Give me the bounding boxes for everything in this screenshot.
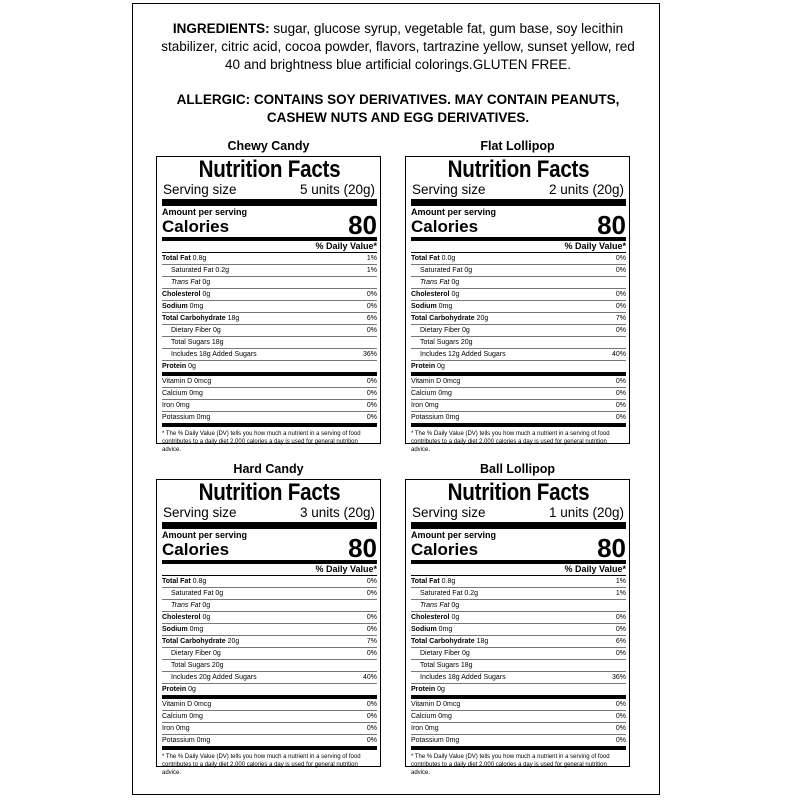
nutrient-amount: 18g: [476, 638, 489, 645]
vitamin-row: [162, 711, 377, 723]
nutrient-name: Dietary Fiber: [420, 650, 461, 657]
nutrient-amount: 0g: [188, 686, 196, 693]
nutrient-name: Total Sugars: [171, 662, 210, 669]
nutrient-daily-value: 0%: [366, 614, 377, 621]
nutrient-daily-value: 6%: [615, 638, 626, 645]
vitamin-name: Iron 0mg: [411, 725, 439, 732]
nutrient-row: [162, 612, 377, 624]
nutrient-amount: 0.2g: [464, 590, 478, 597]
nutrient-amount: 0g: [462, 327, 470, 334]
vitamin-name: Calcium 0mg: [162, 713, 203, 720]
nutrient-amount: 18g: [460, 662, 473, 669]
nutrient-name-amount: [162, 337, 224, 348]
amount-per-serving: Amount per serving: [411, 530, 497, 540]
vitamin-rows: [162, 699, 377, 750]
nutrient-row: [162, 337, 377, 349]
vitamin-row: [411, 699, 626, 711]
serving-size-value: 2 units (20g): [548, 182, 624, 197]
daily-value-footnote: * The % Daily Value (DV) tells you how much a nutrient in a serving of food contributes to a daily diet 2,000 calories a day is used for general nutrition advice.: [162, 431, 361, 453]
vitamin-row: [411, 711, 626, 723]
nutrient-daily-value: 0%: [366, 327, 377, 334]
nutrient-name-amount: [411, 289, 459, 300]
nutrient-name: Total Carbohydrate: [411, 638, 475, 645]
nutrient-daily-value: 0%: [615, 327, 626, 334]
vitamin-row: [162, 376, 377, 388]
nutrient-name-amount: [411, 265, 472, 276]
nutrient-daily-value: 1%: [366, 267, 377, 274]
vitamin-row: [411, 400, 626, 412]
nutrient-row: [162, 361, 377, 376]
vitamin-row: [411, 412, 626, 427]
vitamin-daily-value: 0%: [615, 701, 626, 708]
nutrient-row: [411, 253, 626, 265]
nutrient-amount: 0g: [464, 267, 473, 274]
nutrient-name-amount: [411, 313, 488, 324]
nutrient-name: Total Fat: [162, 255, 191, 262]
nutrient-row: [162, 277, 377, 289]
nutrition-facts-label: [156, 479, 381, 776]
nutrient-name: Cholesterol: [411, 291, 450, 298]
nutrient-amount: 18g: [211, 339, 224, 346]
nutrient-name-amount: [162, 588, 223, 599]
vitamin-daily-value: 0%: [615, 390, 626, 397]
nutrient-name-amount: [162, 301, 203, 312]
amount-per-serving: Amount per serving: [411, 207, 497, 217]
nutrient-name: Saturated Fat: [171, 590, 214, 597]
nutrient-amount: 0g: [213, 327, 221, 334]
nutrient-row: [411, 684, 626, 699]
nutrient-row: [411, 277, 626, 289]
vitamin-daily-value: 0%: [366, 725, 377, 732]
nutrient-amount: 0g: [202, 279, 211, 286]
nutrient-name: Dietary Fiber: [171, 650, 212, 657]
nutrient-daily-value: 40%: [611, 351, 626, 358]
nutrient-name-amount: [411, 325, 470, 336]
vitamin-daily-value: 0%: [366, 414, 377, 421]
nutrient-name: Saturated Fat: [420, 267, 463, 274]
vitamin-name: Vitamin D 0mcg: [162, 378, 212, 385]
nutrient-amount: 0g: [451, 602, 460, 609]
nutrient-daily-value: 0%: [615, 626, 626, 633]
nutrient-row: [162, 600, 377, 612]
nutrient-name: Sodium: [162, 303, 188, 310]
nutrient-name-amount: [411, 648, 470, 659]
nutrient-name: Total Fat: [411, 255, 440, 262]
nutrient-row: [162, 588, 377, 600]
vitamin-name: Vitamin D 0mcg: [162, 701, 212, 708]
nutrient-row: [162, 301, 377, 313]
nutrient-name-amount: [162, 624, 203, 635]
vitamin-name: Calcium 0mg: [411, 713, 452, 720]
serving-size-row: [411, 182, 626, 206]
nutrient-daily-value: 36%: [611, 674, 626, 681]
nutrient-amount: 0g: [462, 650, 470, 657]
nutrient-name-amount: [411, 636, 488, 647]
nutrition-facts-title: Nutrition Facts: [447, 156, 590, 183]
nutrition-facts-title: Nutrition Facts: [198, 479, 341, 506]
nutrient-name-amount: [411, 277, 459, 288]
nutrient-name-amount: [162, 325, 221, 336]
nutrient-daily-value: 0%: [615, 267, 626, 274]
nutrient-daily-value: 0%: [615, 650, 626, 657]
calories-label: Calories: [411, 217, 479, 236]
nutrient-amount: 0mg: [189, 626, 204, 633]
nutrient-rows: [162, 576, 377, 699]
nutrient-amount: 18g: [227, 315, 240, 322]
nutrient-name-amount: [162, 648, 221, 659]
calories-value: 80: [597, 533, 626, 563]
vitamin-name: Potassium 0mg: [162, 737, 211, 744]
nutrient-daily-value: 0%: [615, 291, 626, 298]
serving-size-value: 3 units (20g): [299, 505, 375, 520]
nutrient-daily-value: 1%: [366, 255, 377, 262]
product-name: Flat Lollipop: [480, 139, 555, 153]
nutrient-amount: 0g: [451, 614, 460, 621]
serving-size-label: Serving size: [163, 182, 237, 197]
vitamin-daily-value: 0%: [615, 378, 626, 385]
vitamin-row: [162, 400, 377, 412]
nutrient-amount: 0g: [437, 686, 445, 693]
nutrient-row: [411, 349, 626, 361]
nutrient-daily-value: 7%: [615, 315, 626, 322]
vitamin-daily-value: 0%: [366, 402, 377, 409]
daily-value-footnote: * The % Daily Value (DV) tells you how much a nutrient in a serving of food contributes to a daily diet 2,000 calories a day is used for general nutrition advice.: [411, 431, 610, 453]
nutrient-row: [162, 253, 377, 265]
vitamin-rows: [411, 376, 626, 427]
product-name: Ball Lollipop: [480, 462, 555, 476]
nutrient-daily-value: 7%: [366, 638, 377, 645]
nutrient-name: Protein: [411, 363, 436, 370]
nutrient-row: [162, 325, 377, 337]
nutrient-row: [411, 648, 626, 660]
nutrient-row: [162, 624, 377, 636]
nutrient-amount: 0g: [437, 363, 445, 370]
nutrition-facts-label: [405, 479, 630, 776]
nutrient-name-amount: [162, 612, 210, 623]
nutrient-name: Cholesterol: [411, 614, 450, 621]
nutrient-row: [162, 684, 377, 699]
nutrient-rows: [411, 253, 626, 376]
nutrient-name-amount: [162, 265, 229, 276]
calories-value: 80: [348, 533, 377, 563]
vitamin-name: Vitamin D 0mcg: [411, 701, 461, 708]
nutrient-daily-value: 0%: [366, 303, 377, 310]
allergen-warning: ALLERGIC: CONTAINS SOY DERIVATIVES. MAY CONTAIN PEANUTS, CASHEW NUTS AND EGG DERIVATIVES.: [176, 92, 620, 125]
nutrient-name-amount: [162, 253, 206, 264]
nutrient-amount: 20g: [476, 315, 489, 322]
nutrient-daily-value: 6%: [366, 315, 377, 322]
vitamin-daily-value: 0%: [366, 701, 377, 708]
calories-label: Calories: [411, 540, 479, 559]
nutrient-row: [411, 265, 626, 277]
vitamin-row: [411, 735, 626, 750]
nutrient-daily-value: 0%: [366, 291, 377, 298]
nutrient-name-amount: [162, 636, 239, 647]
vitamin-row: [162, 723, 377, 735]
ingredients-heading: INGREDIENTS:: [172, 21, 270, 36]
nutrient-amount: 20g: [460, 339, 473, 346]
nutrient-daily-value: 0%: [615, 614, 626, 621]
serving-size-row: [411, 505, 626, 529]
nutrient-row: [411, 576, 626, 588]
nutrient-daily-value: 0%: [615, 255, 626, 262]
calories-label: Calories: [162, 540, 230, 559]
vitamin-daily-value: 0%: [615, 725, 626, 732]
vitamin-row: [162, 699, 377, 711]
nutrient-row: [411, 672, 626, 684]
nutrient-rows: [411, 576, 626, 699]
nutrient-name-amount: [162, 660, 224, 671]
nutrient-row: [411, 313, 626, 325]
nutrient-name: Total Carbohydrate: [162, 315, 226, 322]
vitamin-name: Iron 0mg: [411, 402, 439, 409]
nutrient-row: [162, 576, 377, 588]
nutrient-row: [411, 325, 626, 337]
daily-value-header: % Daily Value*: [411, 564, 626, 576]
nutrient-amount: 20g: [227, 638, 240, 645]
nutrient-name: Cholesterol: [162, 614, 201, 621]
nutrient-name: Trans Fat: [171, 279, 201, 286]
ingredients-text: [153, 20, 643, 74]
calories-label: Calories: [162, 217, 230, 236]
nutrient-name-amount: [411, 337, 473, 348]
nutrient-row: [162, 349, 377, 361]
vitamin-row: [411, 376, 626, 388]
calories-value: 80: [597, 210, 626, 240]
nutrient-name-amount: [411, 349, 506, 360]
nutrient-name-amount: [411, 612, 459, 623]
nutrient-row: [411, 624, 626, 636]
nutrient-name-amount: [162, 313, 239, 324]
vitamin-row: [411, 723, 626, 735]
nutrient-row: [162, 648, 377, 660]
nutrient-name: Trans Fat: [420, 279, 450, 286]
vitamin-row: [162, 735, 377, 750]
nutrient-name: Trans Fat: [171, 602, 201, 609]
vitamin-daily-value: 0%: [615, 414, 626, 421]
vitamin-name: Potassium 0mg: [411, 414, 460, 421]
vitamin-row: [162, 412, 377, 427]
vitamin-name: Iron 0mg: [162, 725, 190, 732]
product-block: [156, 139, 381, 453]
daily-value-header: % Daily Value*: [162, 241, 377, 253]
nutrient-name: Total Sugars: [420, 662, 459, 669]
nutrient-name-amount: [411, 660, 473, 671]
nutrient-row: [162, 672, 377, 684]
vitamin-name: Potassium 0mg: [162, 414, 211, 421]
nutrient-name: Includes 18g Added Sugars: [420, 674, 506, 681]
nutrient-amount: 0.0g: [441, 255, 456, 262]
nutrient-daily-value: 1%: [615, 590, 626, 597]
nutrient-row: [411, 301, 626, 313]
nutrient-row: [411, 636, 626, 648]
vitamin-name: Potassium 0mg: [411, 737, 460, 744]
nutrient-name-amount: [411, 600, 459, 611]
nutrient-name-amount: [162, 289, 210, 300]
vitamin-daily-value: 0%: [366, 713, 377, 720]
nutrient-daily-value: 0%: [366, 626, 377, 633]
package-panel: [132, 3, 660, 795]
nutrient-row: [411, 588, 626, 600]
nutrient-row: [411, 337, 626, 349]
serving-size-row: [162, 182, 377, 206]
nutrient-amount: 0g: [213, 650, 221, 657]
nutrient-row: [162, 289, 377, 301]
nutrient-name: Sodium: [411, 626, 437, 633]
nutrient-name: Trans Fat: [420, 602, 450, 609]
nutrient-name-amount: [411, 253, 455, 264]
nutrient-name-amount: [162, 349, 257, 360]
vitamin-rows: [162, 376, 377, 427]
vitamin-daily-value: 0%: [615, 737, 626, 744]
product-name: Chewy Candy: [227, 139, 310, 153]
nutrient-name-amount: [162, 277, 210, 288]
nutrient-name-amount: [411, 301, 452, 312]
nutrient-name: Cholesterol: [162, 291, 201, 298]
nutrient-daily-value: 1%: [615, 578, 626, 585]
nutrient-name: Total Carbohydrate: [411, 315, 475, 322]
nutrient-amount: 0g: [202, 614, 211, 621]
vitamin-name: Vitamin D 0mcg: [411, 378, 461, 385]
vitamin-row: [411, 388, 626, 400]
vitamin-row: [162, 388, 377, 400]
product-block: [156, 462, 381, 776]
serving-size-value: 5 units (20g): [299, 182, 375, 197]
calories-value: 80: [348, 210, 377, 240]
nutrient-name: Dietary Fiber: [420, 327, 461, 334]
serving-size-row: [162, 505, 377, 529]
nutrient-name: Total Sugars: [420, 339, 459, 346]
nutrient-name: Protein: [162, 363, 187, 370]
nutrient-row: [411, 660, 626, 672]
amount-per-serving: Amount per serving: [162, 207, 248, 217]
nutrient-amount: 0.8g: [192, 255, 207, 262]
nutrient-row: [411, 361, 626, 376]
nutrient-daily-value: 36%: [362, 351, 377, 358]
nutrient-name: Protein: [162, 686, 187, 693]
nutrition-facts-label: [156, 156, 381, 453]
nutrient-row: [162, 660, 377, 672]
nutrient-name: Total Fat: [162, 578, 191, 585]
nutrient-name: Includes 12g Added Sugars: [420, 351, 506, 358]
nutrient-row: [411, 612, 626, 624]
nutrient-name: Sodium: [162, 626, 188, 633]
nutrient-amount: 0.8g: [192, 578, 207, 585]
nutrient-name: Includes 18g Added Sugars: [171, 351, 257, 358]
product-block: [405, 139, 630, 453]
nutrient-daily-value: 40%: [362, 674, 377, 681]
nutrient-amount: 0mg: [438, 303, 453, 310]
serving-size-value: 1 units (20g): [548, 505, 624, 520]
vitamin-daily-value: 0%: [615, 713, 626, 720]
nutrient-row: [411, 289, 626, 301]
serving-size-label: Serving size: [163, 505, 237, 520]
nutrient-amount: 0g: [451, 291, 460, 298]
nutrient-daily-value: 0%: [366, 578, 377, 585]
nutrient-name-amount: [162, 684, 196, 695]
nutrient-rows: [162, 253, 377, 376]
nutrient-name-amount: [411, 672, 506, 683]
nutrient-amount: 0mg: [438, 626, 453, 633]
nutrient-name-amount: [411, 684, 445, 695]
nutrient-amount: 0.2g: [215, 267, 229, 274]
nutrient-row: [411, 600, 626, 612]
nutrient-row: [162, 636, 377, 648]
vitamin-daily-value: 0%: [366, 390, 377, 397]
vitamin-daily-value: 0%: [615, 402, 626, 409]
nutrient-name-amount: [162, 672, 257, 683]
serving-size-label: Serving size: [412, 505, 486, 520]
nutrient-name-amount: [162, 576, 206, 587]
nutrient-name: Dietary Fiber: [171, 327, 212, 334]
vitamin-name: Iron 0mg: [162, 402, 190, 409]
nutrient-name: Includes 20g Added Sugars: [171, 674, 257, 681]
nutrient-name-amount: [411, 624, 452, 635]
daily-value-header: % Daily Value*: [162, 564, 377, 576]
daily-value-footnote: * The % Daily Value (DV) tells you how much a nutrient in a serving of food contributes to a daily diet 2,000 calories a day is used for general nutrition advice.: [411, 754, 610, 776]
nutrient-name-amount: [411, 361, 445, 372]
nutrient-daily-value: 0%: [615, 303, 626, 310]
nutrient-name: Saturated Fat: [171, 267, 214, 274]
product-name: Hard Candy: [233, 462, 304, 476]
nutrient-amount: 0g: [215, 590, 224, 597]
amount-per-serving: Amount per serving: [162, 530, 248, 540]
nutrient-name-amount: [411, 588, 478, 599]
nutrient-amount: 0g: [451, 279, 460, 286]
nutrient-name-amount: [162, 600, 210, 611]
nutrient-name: Protein: [411, 686, 436, 693]
nutrient-row: [162, 313, 377, 325]
nutrient-row: [162, 265, 377, 277]
vitamin-name: Calcium 0mg: [411, 390, 452, 397]
nutrient-name: Total Fat: [411, 578, 440, 585]
nutrient-daily-value: 0%: [366, 650, 377, 657]
daily-value-header: % Daily Value*: [411, 241, 626, 253]
ingredients-list: sugar, glucose syrup, vegetable fat, gum base, soy lecithin stabilizer, citric acid, cocoa powder, flavors, tartrazine yellow, sunset yellow, red 40 and brightness blue artificial colorings.GLUTEN FREE.: [161, 21, 635, 72]
nutrient-name: Total Carbohydrate: [162, 638, 226, 645]
nutrient-daily-value: 0%: [366, 590, 377, 597]
nutrient-amount: 0mg: [189, 303, 204, 310]
nutrition-facts-label: [405, 156, 630, 453]
nutrient-name-amount: [411, 576, 455, 587]
nutrient-amount: 0g: [202, 291, 211, 298]
nutrient-name: Sodium: [411, 303, 437, 310]
nutrient-name-amount: [162, 361, 196, 372]
vitamin-name: Calcium 0mg: [162, 390, 203, 397]
nutrient-amount: 0.8g: [441, 578, 456, 585]
nutrient-name: Total Sugars: [171, 339, 210, 346]
nutrition-facts-title: Nutrition Facts: [198, 156, 341, 183]
vitamin-rows: [411, 699, 626, 750]
vitamin-daily-value: 0%: [366, 737, 377, 744]
product-block: [405, 462, 630, 776]
nutrition-facts-title: Nutrition Facts: [447, 479, 590, 506]
nutrient-amount: 0g: [202, 602, 211, 609]
serving-size-label: Serving size: [412, 182, 486, 197]
daily-value-footnote: * The % Daily Value (DV) tells you how much a nutrient in a serving of food contributes to a daily diet 2,000 calories a day is used for general nutrition advice.: [162, 754, 361, 776]
vitamin-daily-value: 0%: [366, 378, 377, 385]
nutrient-amount: 20g: [211, 662, 224, 669]
nutrient-name: Saturated Fat: [420, 590, 463, 597]
nutrient-amount: 0g: [188, 363, 196, 370]
